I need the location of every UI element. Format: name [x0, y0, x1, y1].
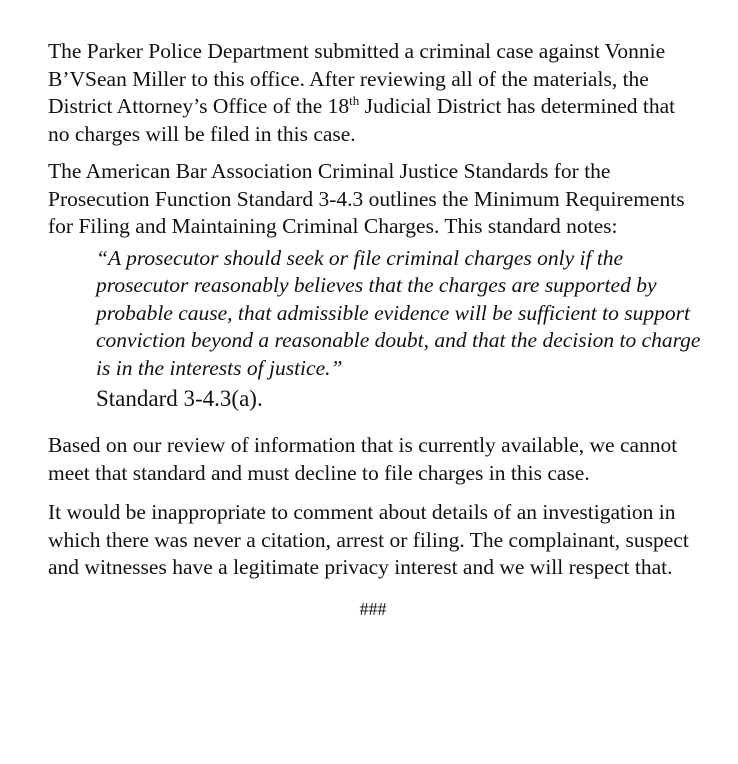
intro-text-part1: The Parker Police Department submitted a criminal case against Vonnie B’VSean Miller to this office. After reviewing all of the materials, the District Attorney’s Office of the 18: [48, 39, 666, 118]
ordinal-suffix: th: [349, 92, 360, 108]
intro-paragraph: [48, 38, 698, 148]
standard-paragraph: The American Bar Association Criminal Justice Standards for the Prosecution Function Standard 3-4.3 outlines the Minimum Requirements for Filing and Maintaining Criminal Charges. This standard notes:: [48, 159, 685, 238]
intro-text-part2: Judicial District has determined that no charges will be filed in this case.: [48, 94, 676, 146]
end-mark: ###: [359, 598, 387, 619]
decision-paragraph: Based on our review of information that is currently available, we cannot meet that standard and must decline to file charges in this case.: [48, 433, 678, 485]
standard-citation: Standard 3-4.3(a).: [96, 386, 263, 411]
privacy-paragraph: It would be inappropriate to comment about details of an investigation in which there was never a citation, arrest or filing. The complainant, suspect and witnesses have a legitimate privacy interest and we will respect that.: [48, 500, 689, 579]
press-release-body: [48, 38, 701, 623]
standard-quote: “A prosecutor should seek or file criminal charges only if the prosecutor reasonably believes that the charges are supported by probable cause, that admissible evidence will be sufficient to support conviction beyond a reasonable doubt, and that the decision to charge is in the interests of justice.”: [96, 245, 701, 380]
